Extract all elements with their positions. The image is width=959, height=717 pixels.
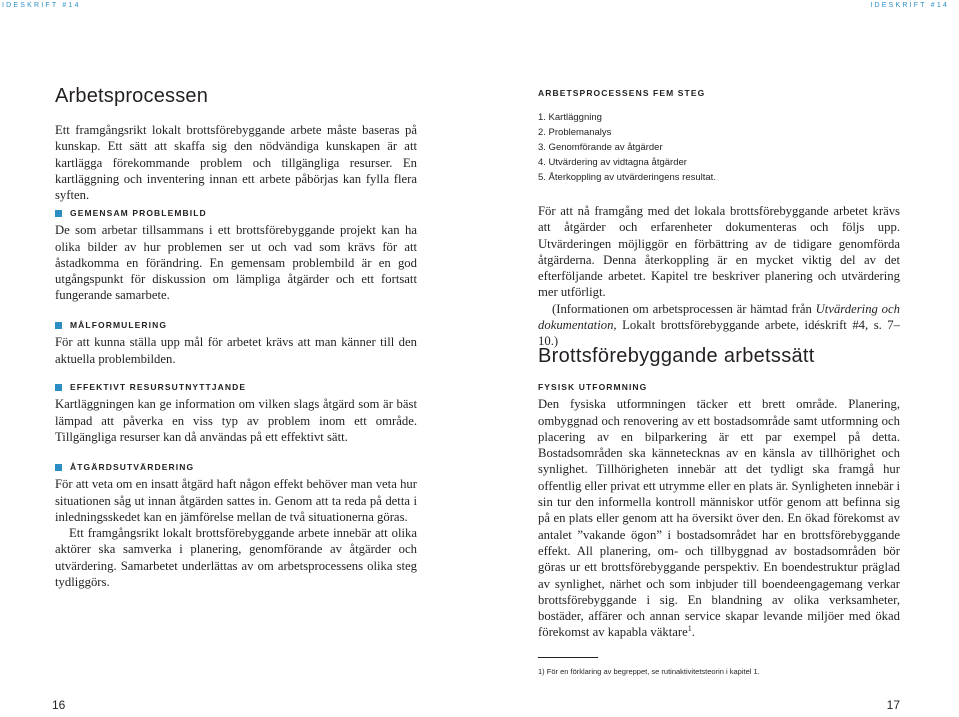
running-header-left: IDESKRIFT #14 (2, 2, 81, 9)
source-note (538, 301, 900, 350)
section-heading (55, 205, 417, 221)
section-fysisk-utformning (538, 379, 900, 641)
section-heading (55, 379, 417, 395)
section-paragraph: Den fysiska utformningen täcker ett brett område. Planering, ombyggnad och renovering av ett bostadsområde samt utformning och placering av en bilparkering är ett par exempel på detta. Bostadsområden ska kännetecknas av en känsla av tillhörighet och synlighet. Tillhörigheten innebär att det tydligt ska framgå hur offentlig eller privat ett utrymme eller en plats är. Synligheten innebär i sin tur den informella kontroll människor utför genom att befinna sig på en plats eller genom att ha översikt över den. En ökad förekomst av antalet ”vakande ögon” i bostadsområdet har en brottsförebyggande effekt. All planering, om- och tillbyggnad av bostadsområden bör göras ur ett brottsförebyggande perspektiv. En boendestruktur präglad av synlighet, närhet och som inbjuder till boendeengagemang verkar brottsförebyggande i sig. En blandning av olika verksamheter, bostäder, affärer och annan service skapar levande miljöer med ökad förekomst av kapabla väktare$^1$. (538, 397, 900, 640)
section-gemensam-problembild (55, 205, 417, 304)
steps-heading: ARBETSPROCESSENS FEM STEG (538, 88, 706, 98)
section-heading-label: GEMENSAM PROBLEMBILD (70, 208, 207, 218)
source-note-lead: (Informationen om arbetsprocessen är hämtad från (552, 301, 816, 316)
square-bullet-icon (55, 384, 62, 391)
intro-paragraph-block (55, 122, 417, 203)
page-title-arbetsprocessen: Arbetsprocessen (55, 85, 209, 107)
section-paragraph-text: Den fysiska utformningen täcker ett brett område. Planering, ombyggnad och renovering av ett bostadsområde samt utformning och placering av en bilparkering är ett par exempel på detta. Bostadsområden ska kännetecknas av en känsla av tillhörighet och synlighet. Tillhörigheten innebär att det tydligt ska framgå hur offentlig eller privat ett utrymme eller en plats är. Synligheten innebär i sin tur den informella kontroll människor utför genom att befinna sig på en plats eller genom att ha översikt över den. En ökad förekomst av antalet ”vakande ögon” i bostadsområdet har en brottsförebyggande effekt. All planering, om- och tillbyggnad av bostadsområden bör göras ur ett brottsförebyggande perspektiv. En boendestruktur präglad av synlighet, närhet och som inbjuder till boendeengagemang verkar brottsförebyggande i sig. En blandning av olika verksamheter, bostäder, affärer och annan service skapar levande miljöer med ökad förekomst av kapabla väktare (538, 397, 900, 640)
footnote: 1) För en förklaring av begreppet, se rutinaktivitetsteorin i kapitel 1. (538, 667, 760, 676)
section-heading (55, 459, 417, 475)
square-bullet-icon (55, 464, 62, 471)
running-header-right: IDESKRIFT #14 (870, 2, 949, 9)
intro-paragraph: Ett framgångsrikt lokalt brottsförebyggande arbete måste baseras på kunskap. Ett sätt att skaffa sig den nödvändiga kunskapen är att kartlägga förekommande problem och tillgängliga resurser. En kartläggning och inventering innan ett arbete påbörjas kan fylla flera syften. (55, 123, 417, 203)
section-paragraph: För att veta om en insatt åtgärd haft någon effekt behöver man veta hur situationen såg ut innan åtgärden sattes in. Genom att ta reda på detta i inledningsskedet kan en jämförelse mellan de två situationerna göras. (55, 477, 417, 524)
page-number-left: 16 (52, 698, 66, 712)
list-item: 1. Kartläggning (538, 112, 602, 123)
section-paragraph: Kartläggningen kan ge information om vilken slags åtgärd som är bäst lämpad att påverka en viss typ av problem inom ett område. Tillgängliga resurser kan då användas på ett effektivt sätt. (55, 397, 417, 444)
right-page (538, 0, 900, 717)
footnote-reference: 1 (687, 624, 692, 634)
square-bullet-icon (55, 210, 62, 217)
list-item: 5. Återkoppling av utvärderingens resultat. (538, 172, 716, 183)
section-paragraph: De som arbetar tillsammans i ett brottsförebyggande projekt kan ha olika bilder av hur problemen ser ut och vad som krävs för att åstadkomma en förändring. En gemensam problembild är en god utgångspunkt för diskussion om lämpliga åtgärder och ett fortsatt fungerande samarbete. (55, 223, 417, 303)
steps-box (538, 88, 900, 185)
section-paragraph: För att kunna ställa upp mål för arbetet krävs att man känner till den aktuella problembilden. (55, 335, 417, 366)
section-atgardsutvardering (55, 459, 417, 590)
section-malformulering (55, 317, 417, 367)
page-number-right: 17 (886, 698, 900, 712)
source-note-title: Utvärdering och dokumentation, (538, 301, 900, 333)
list-item: 3. Genomförande av åtgärder (538, 142, 663, 153)
page-title-brottsforebyggande-arbetssatt: Brottsförebyggande arbetssätt (538, 345, 815, 367)
feedback-paragraph: För att nå framgång med det lokala brottsförebyggande arbetet krävs att åtgärder och erfarenheter dokumenteras och följs upp. Utvärderingen möjliggör en förbättring av de tidigare genomförda åtgärderna. Denna återkoppling är en mycket viktig del av det efterföljande arbetet. Kapitel tre beskriver planering och utvärdering mer utförligt. (538, 204, 900, 300)
section-heading-label: ÅTGÄRDSUTVÄRDERING (70, 462, 195, 472)
list-item: 4. Utvärdering av vidtagna åtgärder (538, 157, 687, 168)
steps-list (538, 110, 900, 185)
footnote-divider (538, 657, 598, 658)
section-paragraph: Ett framgångsrikt lokalt brottsförebyggande arbete innebär att olika aktörer ska samverka i planering, genomförande av åtgärder och utvärdering. Samarbetet underlättas av om arbetsprocessens olika steg tydliggörs. (55, 526, 417, 590)
list-item: 2. Problemanalys (538, 127, 612, 138)
section-heading-label: EFFEKTIVT RESURSUTNYTTJANDE (70, 382, 247, 392)
section-heading (55, 317, 417, 333)
square-bullet-icon (55, 322, 62, 329)
section-effektivt-resursutnyttjande (55, 379, 417, 445)
source-note-tail: Lokalt brottsförebyggande arbete, idéskrift #4, s. 7–10.) (538, 318, 900, 349)
section-heading-label: MÅLFORMULERING (70, 320, 168, 330)
feedback-block (538, 203, 900, 350)
section-heading-label: FYSISK UTFORMNING (538, 382, 648, 392)
left-page (52, 0, 417, 717)
